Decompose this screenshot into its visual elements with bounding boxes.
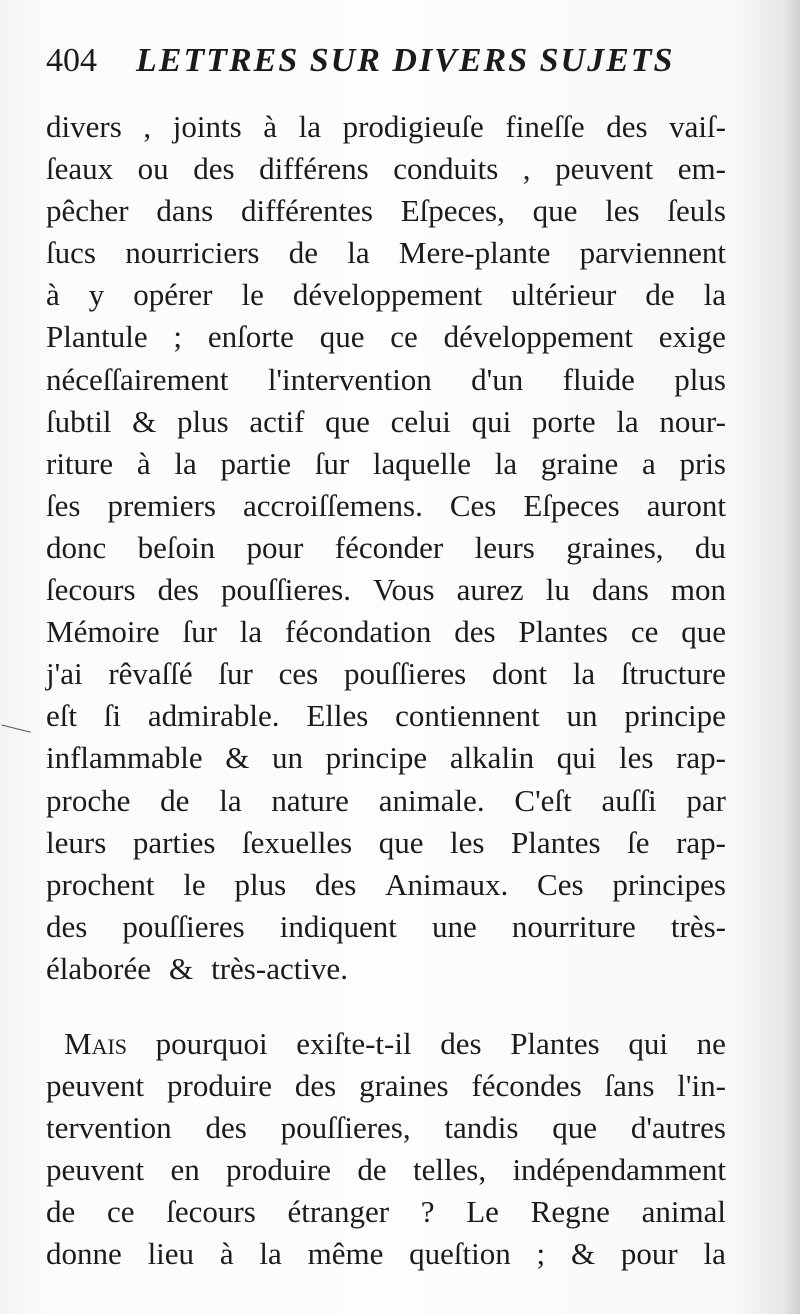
word: a: [642, 445, 656, 481]
word: &: [570, 1236, 596, 1272]
word: Eſpeces,: [400, 193, 505, 229]
text-line: [46, 1107, 726, 1149]
word: mon: [670, 572, 726, 608]
word: peuvent: [46, 1068, 145, 1104]
word: Animaux.: [385, 866, 509, 902]
word: qui: [628, 1026, 669, 1061]
word: que: [532, 193, 578, 229]
word: Plantes: [511, 824, 601, 860]
text-line: [46, 822, 726, 864]
word: des: [454, 614, 496, 650]
word: la: [703, 1236, 726, 1272]
word: pris: [679, 445, 726, 481]
word: l'in-: [677, 1068, 726, 1104]
text-line: [46, 359, 726, 401]
word: animale.: [378, 782, 485, 818]
word: Ces: [449, 487, 497, 523]
margin-mark: [0, 725, 31, 743]
word: la: [259, 1236, 282, 1272]
word: nature: [271, 782, 349, 818]
word: fineſſe: [505, 109, 585, 144]
word: pouſſieres: [343, 656, 467, 692]
word: vaiſ-: [669, 109, 726, 144]
word: queſtion: [409, 1236, 511, 1272]
word: joints: [172, 109, 242, 144]
word: la: [616, 403, 639, 439]
word: ce: [106, 1194, 135, 1230]
word: étranger: [287, 1194, 390, 1230]
word: ſans: [604, 1068, 655, 1104]
text-line: [46, 1233, 726, 1275]
word: dont: [491, 656, 548, 692]
word: premiers: [107, 487, 216, 523]
word: rap-: [676, 824, 726, 860]
text-line: [46, 906, 726, 948]
word: ſtructure: [620, 656, 726, 692]
word: rap-: [676, 740, 726, 776]
word: que: [319, 319, 365, 355]
word: parviennent: [579, 235, 726, 271]
word: la: [298, 109, 321, 144]
text-line: [46, 401, 726, 443]
word: des: [157, 572, 199, 608]
word: Plantes: [518, 614, 608, 650]
word: la: [239, 614, 263, 650]
word: la: [347, 235, 370, 271]
word: développement: [443, 319, 633, 355]
word: leurs: [46, 824, 107, 860]
word: ,: [522, 151, 531, 187]
word: Regne: [530, 1194, 610, 1230]
word: à: [219, 1236, 234, 1272]
page-number: 404: [46, 42, 97, 79]
word: donne: [46, 1236, 122, 1272]
text-line: [46, 864, 726, 906]
word: très-: [670, 908, 726, 944]
word: ,: [143, 109, 152, 144]
word: de: [46, 1194, 76, 1230]
paragraph-2-line: [46, 1023, 726, 1065]
text-line: [46, 653, 726, 695]
word: aurez: [456, 572, 524, 608]
word: principe: [325, 740, 428, 776]
word: ſecours: [166, 1194, 256, 1230]
text-line: [46, 485, 726, 527]
word: prochent: [46, 866, 155, 902]
word: des: [294, 1068, 337, 1104]
word: rêvaſſé: [108, 656, 193, 692]
word: le: [241, 277, 264, 313]
word: féconder: [334, 529, 444, 565]
word: ces: [278, 656, 319, 692]
running-header: [46, 38, 746, 86]
word: proche: [46, 782, 131, 818]
word: de: [288, 235, 319, 271]
word: Vous: [373, 572, 435, 608]
text-line: [46, 695, 726, 737]
word: des: [606, 109, 648, 144]
word: ſur: [218, 656, 253, 692]
word: par: [686, 782, 726, 818]
word: enſorte: [207, 319, 294, 355]
word: C'eſt: [514, 782, 572, 818]
paragraph-1: [46, 106, 726, 990]
word: de: [160, 782, 190, 818]
text-line: [46, 274, 726, 316]
word: Plantule: [46, 319, 148, 355]
word: ou: [137, 151, 169, 187]
word: fluide: [562, 361, 635, 397]
word: très-active.: [211, 950, 348, 986]
word: développement: [292, 277, 483, 313]
word: indiquent: [279, 908, 397, 944]
word: de: [645, 277, 675, 313]
word: em-: [677, 151, 726, 187]
word: ſes: [46, 487, 81, 523]
word: du: [694, 529, 726, 565]
text-line: [46, 948, 726, 990]
word: Mere-plante: [398, 235, 551, 271]
text-line: [46, 611, 726, 653]
word: fécondes: [471, 1068, 582, 1104]
word: qui: [471, 403, 512, 439]
word: l'intervention: [267, 361, 432, 397]
word: beſoin: [137, 529, 216, 565]
word: la: [174, 445, 197, 481]
word: graines: [359, 1068, 449, 1104]
word: à: [136, 445, 151, 481]
word: une: [431, 908, 477, 944]
word: Plantes: [510, 1026, 600, 1061]
word: lu: [545, 572, 570, 608]
word: pour: [620, 1236, 678, 1272]
word: des: [314, 866, 357, 902]
word: partie: [220, 445, 292, 481]
word: que: [552, 1110, 598, 1146]
word: plus: [234, 866, 287, 902]
lead-word: Mais: [64, 1026, 128, 1061]
text-line: [46, 737, 726, 779]
word: graines,: [566, 529, 664, 565]
word: auſſi: [601, 782, 657, 818]
word: à: [46, 277, 60, 313]
word: différentes: [240, 193, 373, 229]
word: à: [263, 109, 278, 144]
text-line: [46, 1065, 726, 1107]
word: un: [272, 740, 304, 776]
word: animal: [641, 1194, 726, 1230]
word: y: [88, 277, 105, 313]
word: la: [572, 656, 596, 692]
word: que: [378, 824, 424, 860]
word: la: [219, 782, 242, 818]
word: différens: [259, 151, 369, 187]
word: même: [307, 1236, 384, 1272]
word: j'ai: [46, 656, 83, 692]
word: produire: [167, 1068, 273, 1104]
word: Mémoire: [46, 614, 160, 650]
word: un: [566, 698, 598, 734]
text-line: [46, 106, 726, 148]
word: tandis: [444, 1110, 519, 1146]
word: exiſte-t-il: [296, 1026, 412, 1061]
word: riture: [46, 445, 114, 481]
word: ſubtil: [46, 403, 112, 439]
word: celui: [390, 403, 451, 439]
word: ?: [420, 1194, 435, 1230]
word: ſexuelles: [242, 824, 353, 860]
word: eſt: [46, 698, 77, 734]
word: ſecours: [46, 572, 136, 608]
word: plus: [176, 403, 229, 439]
word: inflammable: [46, 740, 203, 776]
word: Ces: [537, 866, 584, 902]
word: les: [450, 824, 485, 860]
paragraph-2: [46, 1023, 726, 1276]
word: alkalin: [449, 740, 535, 776]
word: pour: [246, 529, 304, 565]
text-line: [46, 780, 726, 822]
word: auront: [646, 487, 726, 523]
word: nourriture: [511, 908, 636, 944]
text-line: [46, 316, 726, 358]
word: des: [46, 908, 88, 944]
word: peuvent: [46, 1152, 145, 1188]
word: admirable.: [147, 698, 280, 734]
word: ultérieur: [511, 277, 617, 313]
word: les: [605, 193, 640, 229]
word: contiennent: [395, 698, 540, 734]
word: ſucs: [46, 235, 96, 271]
word: Le: [466, 1194, 499, 1230]
word: leurs: [474, 529, 535, 565]
word: dans: [156, 193, 214, 229]
word: porte: [531, 403, 596, 439]
word: en: [170, 1152, 200, 1188]
word: parties: [132, 824, 216, 860]
word: la: [703, 277, 726, 313]
word: ſeaux: [46, 151, 114, 187]
word: Elles: [306, 698, 369, 734]
word: &: [225, 740, 250, 776]
word: nour-: [659, 403, 726, 439]
word: &: [132, 403, 157, 439]
word: ce: [390, 319, 418, 355]
text-line: [46, 232, 726, 274]
word: divers: [46, 109, 122, 144]
word: actif: [249, 403, 305, 439]
word: des: [440, 1026, 482, 1061]
word: pouſſieres: [122, 908, 245, 944]
word: accroiſſemens.: [242, 487, 423, 523]
word: les: [619, 740, 654, 776]
word: des: [205, 1110, 247, 1146]
word: principes: [612, 866, 726, 902]
word: que: [681, 614, 726, 650]
word: pourquoi: [155, 1026, 268, 1061]
word: tervention: [46, 1110, 172, 1146]
word: ſur: [182, 614, 217, 650]
word: dans: [591, 572, 649, 608]
word: d'autres: [630, 1110, 726, 1146]
word: donc: [46, 529, 107, 565]
word: ſe: [627, 824, 650, 860]
text-line: [46, 190, 726, 232]
word: ;: [173, 319, 183, 355]
word: fécondation: [285, 614, 432, 650]
word: d'un: [471, 361, 524, 397]
text-line: [46, 1191, 726, 1233]
word: la: [494, 445, 518, 481]
word: plus: [674, 361, 726, 397]
word: pouſſieres.: [220, 572, 351, 608]
word: indépendamment: [512, 1152, 726, 1188]
word: que: [325, 403, 370, 439]
word: graine: [540, 445, 619, 481]
word: &: [168, 950, 194, 986]
word: ce: [630, 614, 659, 650]
word: lieu: [147, 1236, 195, 1272]
text-line: [46, 1149, 726, 1191]
text-line: [46, 569, 726, 611]
word: nourriciers: [125, 235, 260, 271]
word: pêcher: [46, 193, 129, 229]
word: pouſſieres,: [280, 1110, 411, 1146]
word: ſeuls: [667, 193, 726, 229]
word: produire: [226, 1152, 332, 1188]
word: le: [183, 866, 206, 902]
text-line: [46, 527, 726, 569]
text-line: [46, 443, 726, 485]
word: néceſſairement: [46, 361, 229, 397]
word: peuvent: [555, 151, 654, 187]
word: ſi: [103, 698, 122, 734]
word: Eſpeces: [523, 487, 620, 523]
word: principe: [624, 698, 726, 734]
word: ſur: [314, 445, 350, 481]
word: qui: [556, 740, 597, 776]
word: ;: [536, 1236, 546, 1272]
word: ne: [696, 1026, 726, 1061]
word: exige: [658, 319, 726, 355]
word: laquelle: [372, 445, 472, 481]
word: de: [357, 1152, 387, 1188]
word: élaborée: [46, 950, 151, 986]
running-title: LETTRES SUR DIVERS SUJETS: [136, 42, 675, 79]
word: des: [193, 151, 235, 187]
word: conduits: [393, 151, 499, 187]
word: prodigieuſe: [342, 109, 484, 144]
word: telles,: [412, 1152, 487, 1188]
word: opérer: [133, 277, 213, 313]
text-line: [46, 148, 726, 190]
